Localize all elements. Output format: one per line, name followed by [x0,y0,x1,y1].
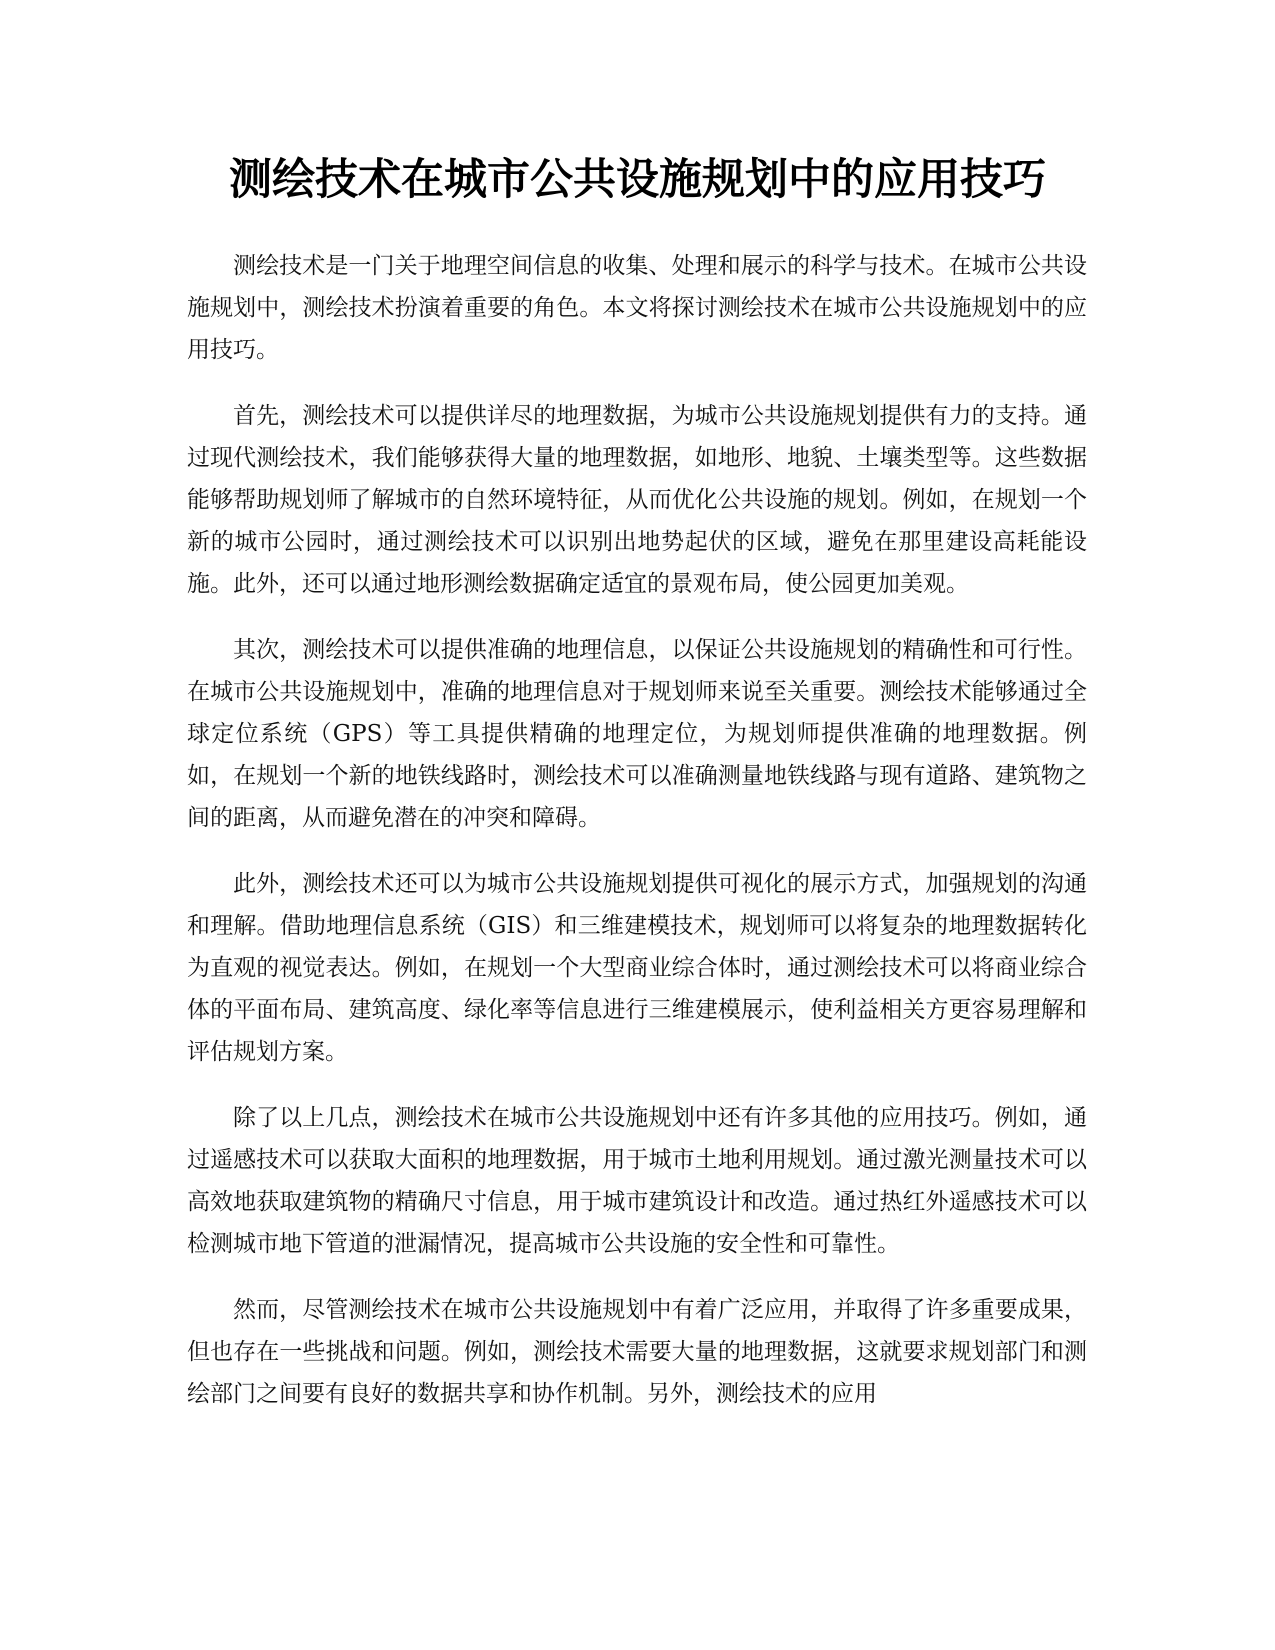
paragraph-other-techniques: 除了以上几点，测绘技术在城市公共设施规划中还有许多其他的应用技巧。例如，通过遥感技术可以获取大面积的地理数据，用于城市土地利用规划。通过激光测量技术可以高效地获取建筑物的精确尺寸信息，用于城市建筑设计和改造。通过热红外遥感技术可以检测城市地下管道的泄漏情况，提高城市公共设施的安全性和可靠性。 [187,1105,1087,1257]
paragraph-visualization: 此外，测绘技术还可以为城市公共设施规划提供可视化的展示方式，加强规划的沟通和理解。借助地理信息系统（GIS）和三维建模技术，规划师可以将复杂的地理数据转化为直观的视觉表达。例如，在规划一个大型商业综合体时，通过测绘技术可以将商业综合体的平面布局、建筑高度、绿化率等信息进行三维建模展示，使利益相关方更容易理解和评估规划方案。 [187,871,1087,1065]
paragraph-intro: 测绘技术是一门关于地理空间信息的收集、处理和展示的科学与技术。在城市公共设施规划中，测绘技术扮演着重要的角色。本文将探讨测绘技术在城市公共设施规划中的应用技巧。 [187,253,1087,363]
paragraph-geographic-data: 首先，测绘技术可以提供详尽的地理数据，为城市公共设施规划提供有力的支持。通过现代测绘技术，我们能够获得大量的地理数据，如地形、地貌、土壤类型等。这些数据能够帮助规划师了解城市的自然环境特征，从而优化公共设施的规划。例如，在规划一个新的城市公园时，通过测绘技术可以识别出地势起伏的区域，避免在那里建设高耗能设施。此外，还可以通过地形测绘数据确定适宜的景观布局，使公园更加美观。 [187,403,1087,597]
paragraph-accurate-information: 其次，测绘技术可以提供准确的地理信息，以保证公共设施规划的精确性和可行性。在城市公共设施规划中，准确的地理信息对于规划师来说至关重要。测绘技术能够通过全球定位系统（GPS）等工具提供精确的地理定位，为规划师提供准确的地理数据。例如，在规划一个新的地铁线路时，测绘技术可以准确测量地铁线路与现有道路、建筑物之间的距离，从而避免潜在的冲突和障碍。 [187,637,1087,831]
document-body [187,245,1087,1439]
document-title: 测绘技术在城市公共设施规划中的应用技巧 [229,155,1046,205]
paragraph-challenges: 然而，尽管测绘技术在城市公共设施规划中有着广泛应用，并取得了许多重要成果，但也存在一些挑战和问题。例如，测绘技术需要大量的地理数据，这就要求规划部门和测绘部门之间要有良好的数据共享和协作机制。另外，测绘技术的应用 [187,1297,1087,1407]
